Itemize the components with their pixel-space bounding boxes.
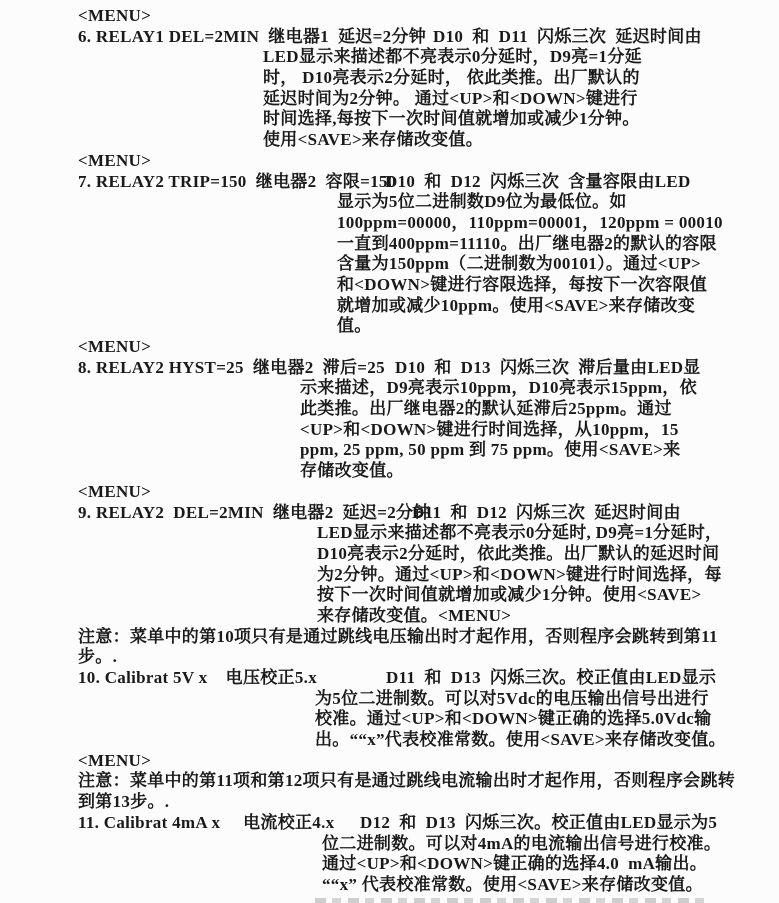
- item10-heading-line: [0, 668, 779, 689]
- item9-body-line: 按下一次时间值就增加或减少1分钟。使用<SAVE>: [317, 585, 702, 605]
- menu-tag: <MENU>: [78, 6, 152, 25]
- item7-body-line: 值。: [337, 316, 372, 336]
- item8-body-line: 此类推。出厂继电器2的默认延滞后25ppm。通过: [300, 399, 672, 419]
- note-line: 注意：菜单中的第11项和第12项只有是通过跳线电流输出时才起作用，否则程序会跳转: [78, 771, 736, 791]
- item7-body-line: 就增加或减少10ppm。使用<SAVE>来存储改变: [337, 295, 696, 315]
- item8-desc-start: D10 和 D13 闪烁三次 滞后量由LED显: [395, 357, 701, 377]
- item8-body-line: 示来描述，D9亮表示10ppm，D10亮表示15ppm，依: [300, 378, 697, 398]
- item7-body-line: 和<DOWN>键进行容限选择，每按下一次容限值: [337, 274, 708, 294]
- item8-heading-line: [0, 358, 779, 379]
- item8-body-line: <UP>和<DOWN>键进行时间选择，从10ppm，15: [300, 419, 679, 439]
- item7-body-line: 100ppm=00000，110ppm=00001，120ppm = 00010: [337, 212, 723, 232]
- item6-body-line: 时， D10亮表示2分延时， 依此类推。出厂默认的: [263, 68, 640, 88]
- item7-heading-line: [0, 172, 779, 193]
- item11-body-line: 通过<UP>和<DOWN>键正确的选择4.0 mA输出。: [322, 854, 708, 874]
- menu-tag: <MENU>: [78, 750, 152, 770]
- item10-desc-start: D11 和 D13 闪烁三次。校正值由LED显示: [386, 668, 717, 687]
- item9-body-line: D10亮表示2分延时，依此类推。出厂默认的延迟时间: [317, 543, 720, 563]
- note-line: 注意：菜单中的第10项只有是通过跳线电压输出时才起作用，否则程序会跳转到第11: [78, 626, 718, 646]
- item7-body-line: 一直到400ppm=11110。出厂继电器2的默认的容限: [337, 233, 717, 253]
- item9-body-line: 来存储改变值。<MENU>: [317, 605, 512, 625]
- item6-heading-line: [0, 27, 779, 48]
- item7-body-line: 含量为150ppm（二进制数为00101）。通过<UP>: [337, 254, 702, 274]
- item8-body-line: 存储改变值。: [300, 461, 404, 481]
- note-line: 到第13步。.: [78, 792, 170, 812]
- item9-body-line: 为2分钟。通过<UP>和<DOWN>键进行时间选择，每: [317, 564, 722, 584]
- item8-label: 8. RELAY2 HYST=25 继电器2 滞后=25: [78, 357, 385, 377]
- item7-desc-start: D10 和 D12 闪烁三次 含量容限由LED: [385, 171, 691, 191]
- note-line: 步。.: [78, 647, 118, 667]
- item9-heading-line: [0, 503, 779, 524]
- item6-body-line: 延迟时间为2分钟。 通过<UP>和<DOWN>键进行: [263, 88, 638, 108]
- menu-tag: <MENU>: [78, 150, 152, 170]
- item6-label: 6. RELAY1 DEL=2MIN 继电器1 延迟=2分钟: [78, 26, 427, 46]
- item10-body-line: 出。““x”代表校准常数。使用<SAVE>来存储改变值。: [315, 730, 726, 750]
- item10-body-line: 校准。通过<UP>和<DOWN>键正确的选择5.0Vdc输: [315, 709, 712, 729]
- menu-tag: <MENU>: [78, 481, 152, 501]
- menu-tag: <MENU>: [78, 337, 152, 356]
- cutoff-text-remnant: [315, 898, 707, 903]
- item7-label: 7. RELAY2 TRIP=150 继电器2 容限=150: [78, 171, 397, 191]
- item7-body-line: 显示为5位二进制数D9位为最低位。如: [337, 192, 627, 212]
- item11-body-line: ““x” 代表校准常数。使用<SAVE>来存储改变值。: [322, 874, 703, 894]
- item6-body-line: 时间选择,每按下一次时间值就增加或减少1分钟。: [263, 109, 640, 129]
- item11-heading-line: [0, 813, 779, 834]
- item8-body-line: ppm, 25 ppm, 50 ppm 到 75 ppm。使用<SAVE>来: [300, 440, 681, 460]
- item10-body-line: 为5位二进制数。可以对5Vdc的电压输出信号出进行: [315, 688, 709, 708]
- item11-body-line: 位二进制数。可以对4mA的电流输出信号进行校准。: [322, 833, 722, 853]
- item6-body-line: LED显示来描述都不亮表示0分延时，D9亮=1分延: [263, 47, 642, 67]
- item6-desc-start: D10 和 D11 闪烁三次 延迟时间由: [433, 26, 702, 46]
- item9-label: 9. RELAY2 DEL=2MIN 继电器2 延迟=2分钟: [78, 502, 431, 522]
- item6-body-line: 使用<SAVE>来存储改变值。: [263, 130, 484, 150]
- item9-body-line: LED显示来描述都不亮表示0分延时, D9亮=1分延时，: [317, 523, 723, 543]
- item9-desc-start: D11 和 D12 闪烁三次 延迟时间由: [412, 502, 681, 522]
- item10-label: 10. Calibrat 5V x 电压校正5.x: [78, 668, 318, 687]
- item11-label: 11. Calibrat 4mA x 电流校正4.x: [78, 812, 335, 832]
- item11-desc-start: D12 和 D13 闪烁三次。校正值由LED显示为5: [360, 812, 718, 832]
